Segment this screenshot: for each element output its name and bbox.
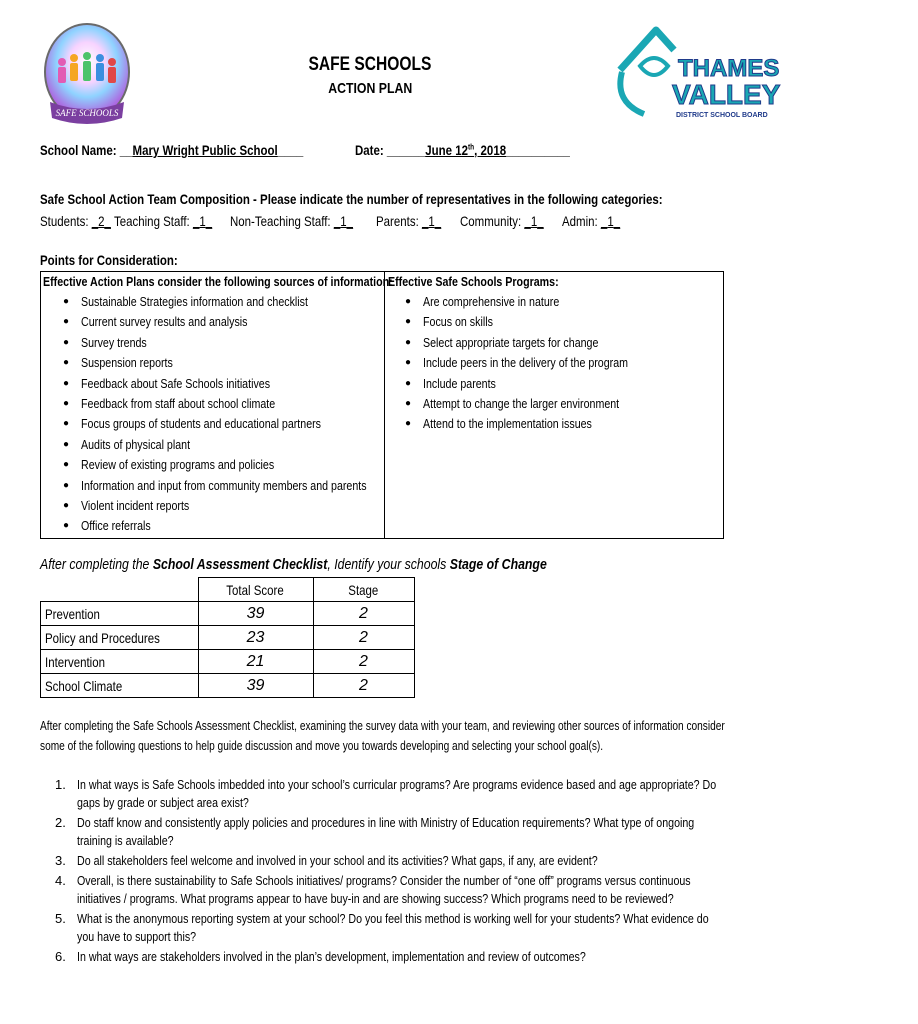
list-item: ● Office referrals (63, 518, 151, 534)
svg-text:THAMES: THAMES (678, 55, 780, 82)
list-item: ● Review of existing programs and policies (63, 457, 275, 473)
team-counts (40, 213, 740, 233)
list-item: ● Violent incident reports (63, 497, 190, 513)
date-label: Date: (355, 142, 384, 158)
list-item: ● Survey trends (63, 334, 147, 350)
date-field: Date: ______June 12th, 2018__________ (355, 142, 570, 158)
page-title: SAFE SCHOOLS (308, 54, 432, 75)
list-item: ● Feedback about Safe Schools initiatives (63, 375, 271, 391)
right-items-list (405, 292, 721, 435)
team-parents: Parents: _1_ (376, 213, 442, 229)
list-item: ● Focus on skills (405, 314, 493, 330)
list-item: ● Are comprehensive in nature (405, 294, 560, 309)
list-item: ● Information and input from community members and parents (63, 477, 367, 493)
list-item: 6. In what ways are stakeholders involved in the plan’s development, implementation and review of outcomes? (55, 949, 586, 964)
list-item: ● Current survey results and analysis (63, 314, 248, 330)
list-item: ● Attempt to change the larger environment (405, 395, 620, 411)
tvdsb-logo (610, 24, 781, 124)
after-paragraph: After completing the Safe Schools Assessment Checklist, examining the survey data with your team, and reviewing other sources of information consider some of the following questions to help guide discussion and move you towards developing and selecting your school goal(s). (40, 718, 725, 753)
team-community: Community: _1_ (460, 213, 544, 229)
table-header-row (41, 578, 415, 602)
list-item: 4. Overall, is there sustainability to Safe Schools initiatives/ programs? Consider the number of “one off” programs versus continuous initiatives / programs. What programs appear to have buy-in and are showing success? Which programs need to be reviewed? (55, 873, 691, 906)
list-item: 1. In what ways is Safe Schools imbedded into your school’s curricular programs? Are programs evidence based and age appropriate? Do gaps by grade or subject area exist? (55, 777, 717, 810)
list-item: ● Include peers in the delivery of the program (405, 355, 629, 371)
team-non-teaching-staff: Non-Teaching Staff: _1_ (230, 213, 353, 229)
left-items-list (63, 292, 383, 537)
table-row: Policy and Procedures 23 2 (41, 626, 415, 650)
list-item: ● Sustainable Strategies information and checklist (63, 294, 308, 309)
school-name-value: Mary Wright Public School (132, 142, 278, 158)
left-column-heading: Effective Action Plans consider the following sources of information: (43, 274, 393, 289)
col-total-score: Total Score (226, 581, 285, 598)
considerations-table (40, 271, 724, 539)
col-stage: Stage (348, 581, 379, 598)
table-row: Intervention 21 2 (41, 650, 415, 674)
team-students: Students: _2_ (40, 213, 111, 229)
school-name-label: School Name: (40, 142, 117, 158)
list-item: ● Feedback from staff about school climate (63, 395, 276, 411)
list-item: ● Include parents (405, 375, 496, 391)
list-item: 3. Do all stakeholders feel welcome and involved in your school and its activities? What gaps, if any, are evident? (55, 853, 598, 868)
considerations-heading: Points for Consideration: (40, 252, 178, 268)
right-column-heading: Effective Safe Schools Programs: (388, 274, 559, 289)
team-heading: Safe School Action Team Composition - Please indicate the number of representatives in the following categories: (40, 191, 663, 207)
svg-text:SAFE SCHOOLS: SAFE SCHOOLS (55, 108, 119, 118)
svg-text:DISTRICT SCHOOL BOARD: DISTRICT SCHOOL BOARD (676, 112, 768, 119)
stage-intro: After completing the School Assessment Checklist, Identify your schools Stage of Change (40, 556, 547, 573)
school-name-field: School Name: __Mary Wright Public School____ (40, 142, 304, 158)
table-row: Prevention 39 2 (41, 602, 415, 626)
list-item: 5. What is the anonymous reporting system at your school? Do you feel this method is working well for your students? What evidence do you have to support this? (55, 911, 709, 944)
stage-table (40, 577, 415, 698)
svg-text:VALLEY: VALLEY (672, 79, 781, 110)
list-item: ● Focus groups of students and educational partners (63, 416, 322, 432)
list-item: ● Suspension reports (63, 355, 173, 371)
team-teaching-staff: Teaching Staff: _1_ (114, 213, 213, 229)
list-item: ● Select appropriate targets for change (405, 334, 599, 350)
list-item: ● Audits of physical plant (63, 436, 191, 452)
list-item: ● Attend to the implementation issues (405, 416, 592, 432)
table-row: School Climate 39 2 (41, 674, 415, 698)
page-subtitle: ACTION PLAN (327, 80, 413, 97)
safe-schools-logo (42, 20, 132, 138)
list-item: 2. Do staff know and consistently apply policies and procedures in line with Ministry of Education requirements? What type of ongoing training is available? (55, 815, 695, 848)
team-admin: Admin: _1_ (562, 213, 621, 229)
